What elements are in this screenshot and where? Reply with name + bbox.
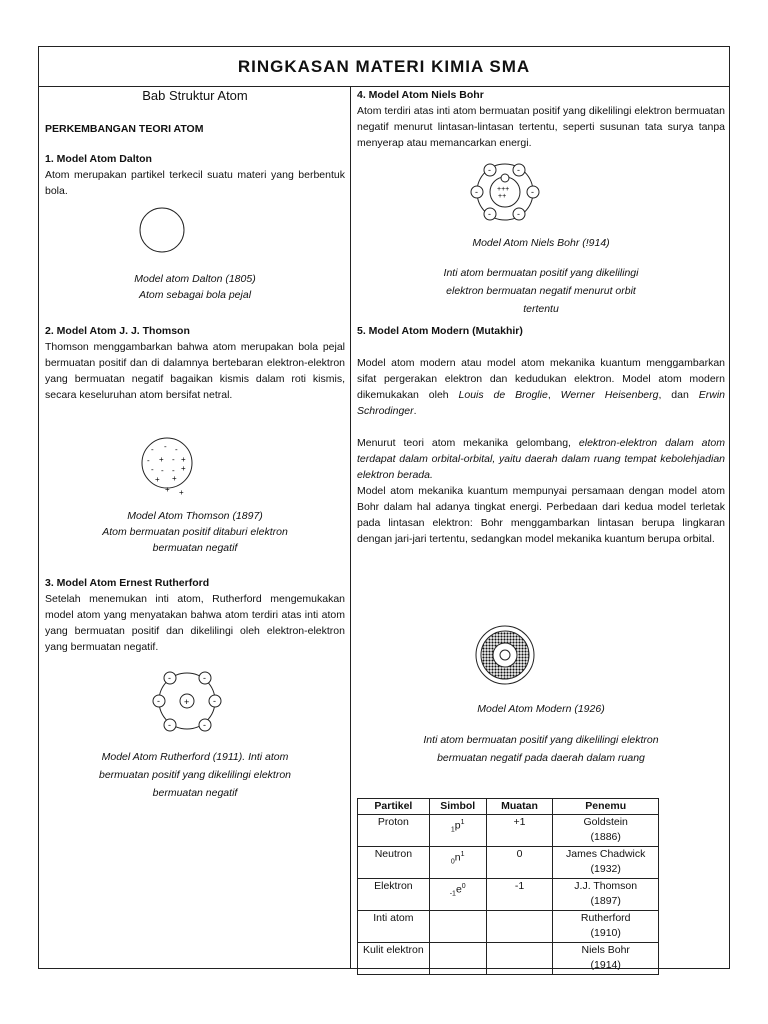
modern-note-1: Inti atom bermuatan positif yang dikelilingi elektron [423, 734, 659, 746]
cell-penemu: James Chadwick (1932) [553, 847, 659, 879]
svg-text:-: - [147, 456, 150, 465]
bohr-caption: Model Atom Niels Bohr (!914) [472, 237, 610, 249]
cell-muatan [486, 943, 553, 975]
cell-muatan: 0 [486, 847, 553, 879]
cell-simbol: $_1p^1$ [429, 815, 486, 847]
svg-text:+: + [181, 464, 186, 473]
modern-paragraph-3: Model atom mekanika kuantum mempunyai persamaan dengan model atom Bohr dalam hal adanya tingkat energi. Perbedaan dari kedua model terletak pada lintasan elektron: Bohr menggambarkan lintasan berupa lingkaran dengan jari-jari tertentu, sedangkan model mekanika kuantum berupa orbital. [357, 485, 725, 545]
bohr-text: Atom terdiri atas inti atom bermuatan positif yang dikelilingi elektron bermuatan negatif menurut lintasan-lintasan tertentu, seperti susunan tata surya tanpa menyerap atau memancarkan energi. [357, 105, 725, 149]
rutherford-caption-3: bermuatan negatif [152, 787, 238, 799]
modern-heading: 5. Model Atom Modern (Mutakhir) [357, 325, 523, 337]
svg-text:-: - [161, 466, 164, 475]
rutherford-atom-diagram [149, 665, 225, 735]
thomson-caption-1: Model Atom Thomson (1897) [127, 510, 263, 522]
dalton-caption-2: Atom sebagai bola pejal [138, 289, 252, 301]
thomson-heading: 2. Model Atom J. J. Thomson [45, 325, 190, 337]
svg-text:-: - [168, 673, 171, 683]
bohr-heading: 4. Model Atom Niels Bohr [357, 89, 484, 101]
svg-text:+: + [155, 475, 160, 484]
modern-paragraph-2: Menurut teori atom mekanika gelombang, elektron-elektron dalam atom terdapat dalam orbital-orbital, yaitu daerah dalam ruang tempat kebolehjadian elektron berada. [357, 437, 725, 481]
column-divider [350, 87, 351, 969]
svg-text:-: - [213, 696, 216, 706]
table-row [358, 943, 659, 975]
svg-text:+: + [184, 697, 190, 707]
bohr-atom-diagram [467, 159, 543, 225]
cell-partikel: Proton [358, 815, 430, 847]
rutherford-caption-1: Model Atom Rutherford (1911). Inti atom [101, 751, 289, 763]
cell-penemu: Goldstein (1886) [553, 815, 659, 847]
dalton-caption-1: Model atom Dalton (1805) [134, 273, 256, 285]
svg-text:-: - [531, 187, 534, 197]
svg-text:-: - [475, 187, 478, 197]
cell-simbol: $_0n^1$ [429, 847, 486, 879]
svg-text:+: + [165, 485, 170, 494]
rutherford-text: Setelah menemukan inti atom, Rutherford mengemukakan model atom yang menyatakan bahwa atom terdiri atas inti atom yang bermuatan positif dan dikelilingi oleh elektron-elektron yang bermuatan negatif. [45, 593, 345, 653]
thomson-atom-diagram [139, 435, 199, 505]
bohr-note-2: elektron bermuatan negatif menurut orbit [446, 285, 636, 297]
cell-partikel: Kulit elektron [358, 943, 430, 975]
svg-text:-: - [157, 696, 160, 706]
cell-penemu: J.J. Thomson (1897) [553, 879, 659, 911]
page-title: RINGKASAN MATERI KIMIA SMA [39, 47, 729, 87]
rutherford-caption-2: bermuatan positif yang dikelilingi elektron [98, 769, 292, 781]
header-simbol: Simbol [429, 799, 486, 815]
table-row [358, 911, 659, 943]
svg-text:-: - [164, 442, 167, 451]
modern-atom-diagram [473, 623, 537, 687]
cell-muatan: -1 [486, 879, 553, 911]
cell-partikel: Neutron [358, 847, 430, 879]
particle-table [357, 798, 659, 975]
svg-text:+: + [179, 488, 184, 497]
bohr-note-3: tertentu [523, 303, 559, 315]
svg-text:+: + [181, 455, 186, 464]
header-muatan: Muatan [486, 799, 553, 815]
cell-simbol: $_{-1}e^0$ [429, 879, 486, 911]
svg-text:++: ++ [498, 193, 507, 200]
svg-text:-: - [203, 673, 206, 683]
header-penemu: Penemu [553, 799, 659, 815]
svg-text:-: - [151, 465, 154, 474]
svg-text:-: - [168, 720, 171, 730]
thomson-caption-2: Atom bermuatan positif ditaburi elektron [102, 526, 288, 538]
table-header-row [358, 799, 659, 815]
svg-text:+: + [159, 455, 164, 464]
summary-sheet [38, 46, 730, 969]
cell-penemu: Rutherford (1910) [553, 911, 659, 943]
svg-text:-: - [172, 455, 175, 464]
thomson-text: Thomson menggambarkan bahwa atom merupakan bola pejal bermuatan positif dan di dalamnya bertebaran elektron-elektron yang bermuatan negatif bagaikan kismis dalam roti kismis, secara keseluruhan atom bersifat netral. [45, 341, 345, 401]
cell-muatan: +1 [486, 815, 553, 847]
svg-text:+++: +++ [497, 186, 510, 193]
modern-note-2: bermuatan negatif pada daerah dalam ruang [437, 752, 645, 764]
dalton-text: Atom merupakan partikel terkecil suatu materi yang berbentuk bola. [45, 169, 345, 197]
dalton-heading: 1. Model Atom Dalton [45, 153, 152, 165]
cell-partikel: Elektron [358, 879, 430, 911]
dalton-atom-diagram [137, 205, 187, 255]
chapter-title: Bab Struktur Atom [142, 88, 248, 103]
cell-penemu: Niels Bohr (1914) [553, 943, 659, 975]
modern-caption: Model Atom Modern (1926) [477, 703, 605, 715]
svg-text:-: - [488, 209, 491, 219]
thomson-caption-3: bermuatan negatif [152, 542, 238, 554]
table-row [358, 815, 659, 847]
svg-text:-: - [488, 165, 491, 175]
svg-text:+: + [172, 474, 177, 483]
svg-text:-: - [172, 466, 175, 475]
cell-simbol [429, 943, 486, 975]
bohr-note-1: Inti atom bermuatan positif yang dikelilingi [443, 267, 639, 279]
modern-paragraph-1: Model atom modern atau model atom mekanika kuantum menggambarkan sifat pergerakan elektron dan kedudukan elektron. Model atom modern dikemukakan oleh Louis de Broglie, Werner Heisenberg, dan Erwin Schrodinger. [357, 357, 725, 417]
header-partikel: Partikel [358, 799, 430, 815]
svg-text:-: - [203, 720, 206, 730]
svg-text:-: - [175, 445, 178, 454]
table-row [358, 847, 659, 879]
cell-partikel: Inti atom [358, 911, 430, 943]
rutherford-heading: 3. Model Atom Ernest Rutherford [45, 577, 210, 589]
table-row [358, 879, 659, 911]
cell-muatan [486, 911, 553, 943]
cell-simbol [429, 911, 486, 943]
section-heading: PERKEMBANGAN TEORI ATOM [45, 123, 204, 135]
svg-text:-: - [151, 445, 154, 454]
svg-text:-: - [517, 165, 520, 175]
svg-text:-: - [517, 209, 520, 219]
